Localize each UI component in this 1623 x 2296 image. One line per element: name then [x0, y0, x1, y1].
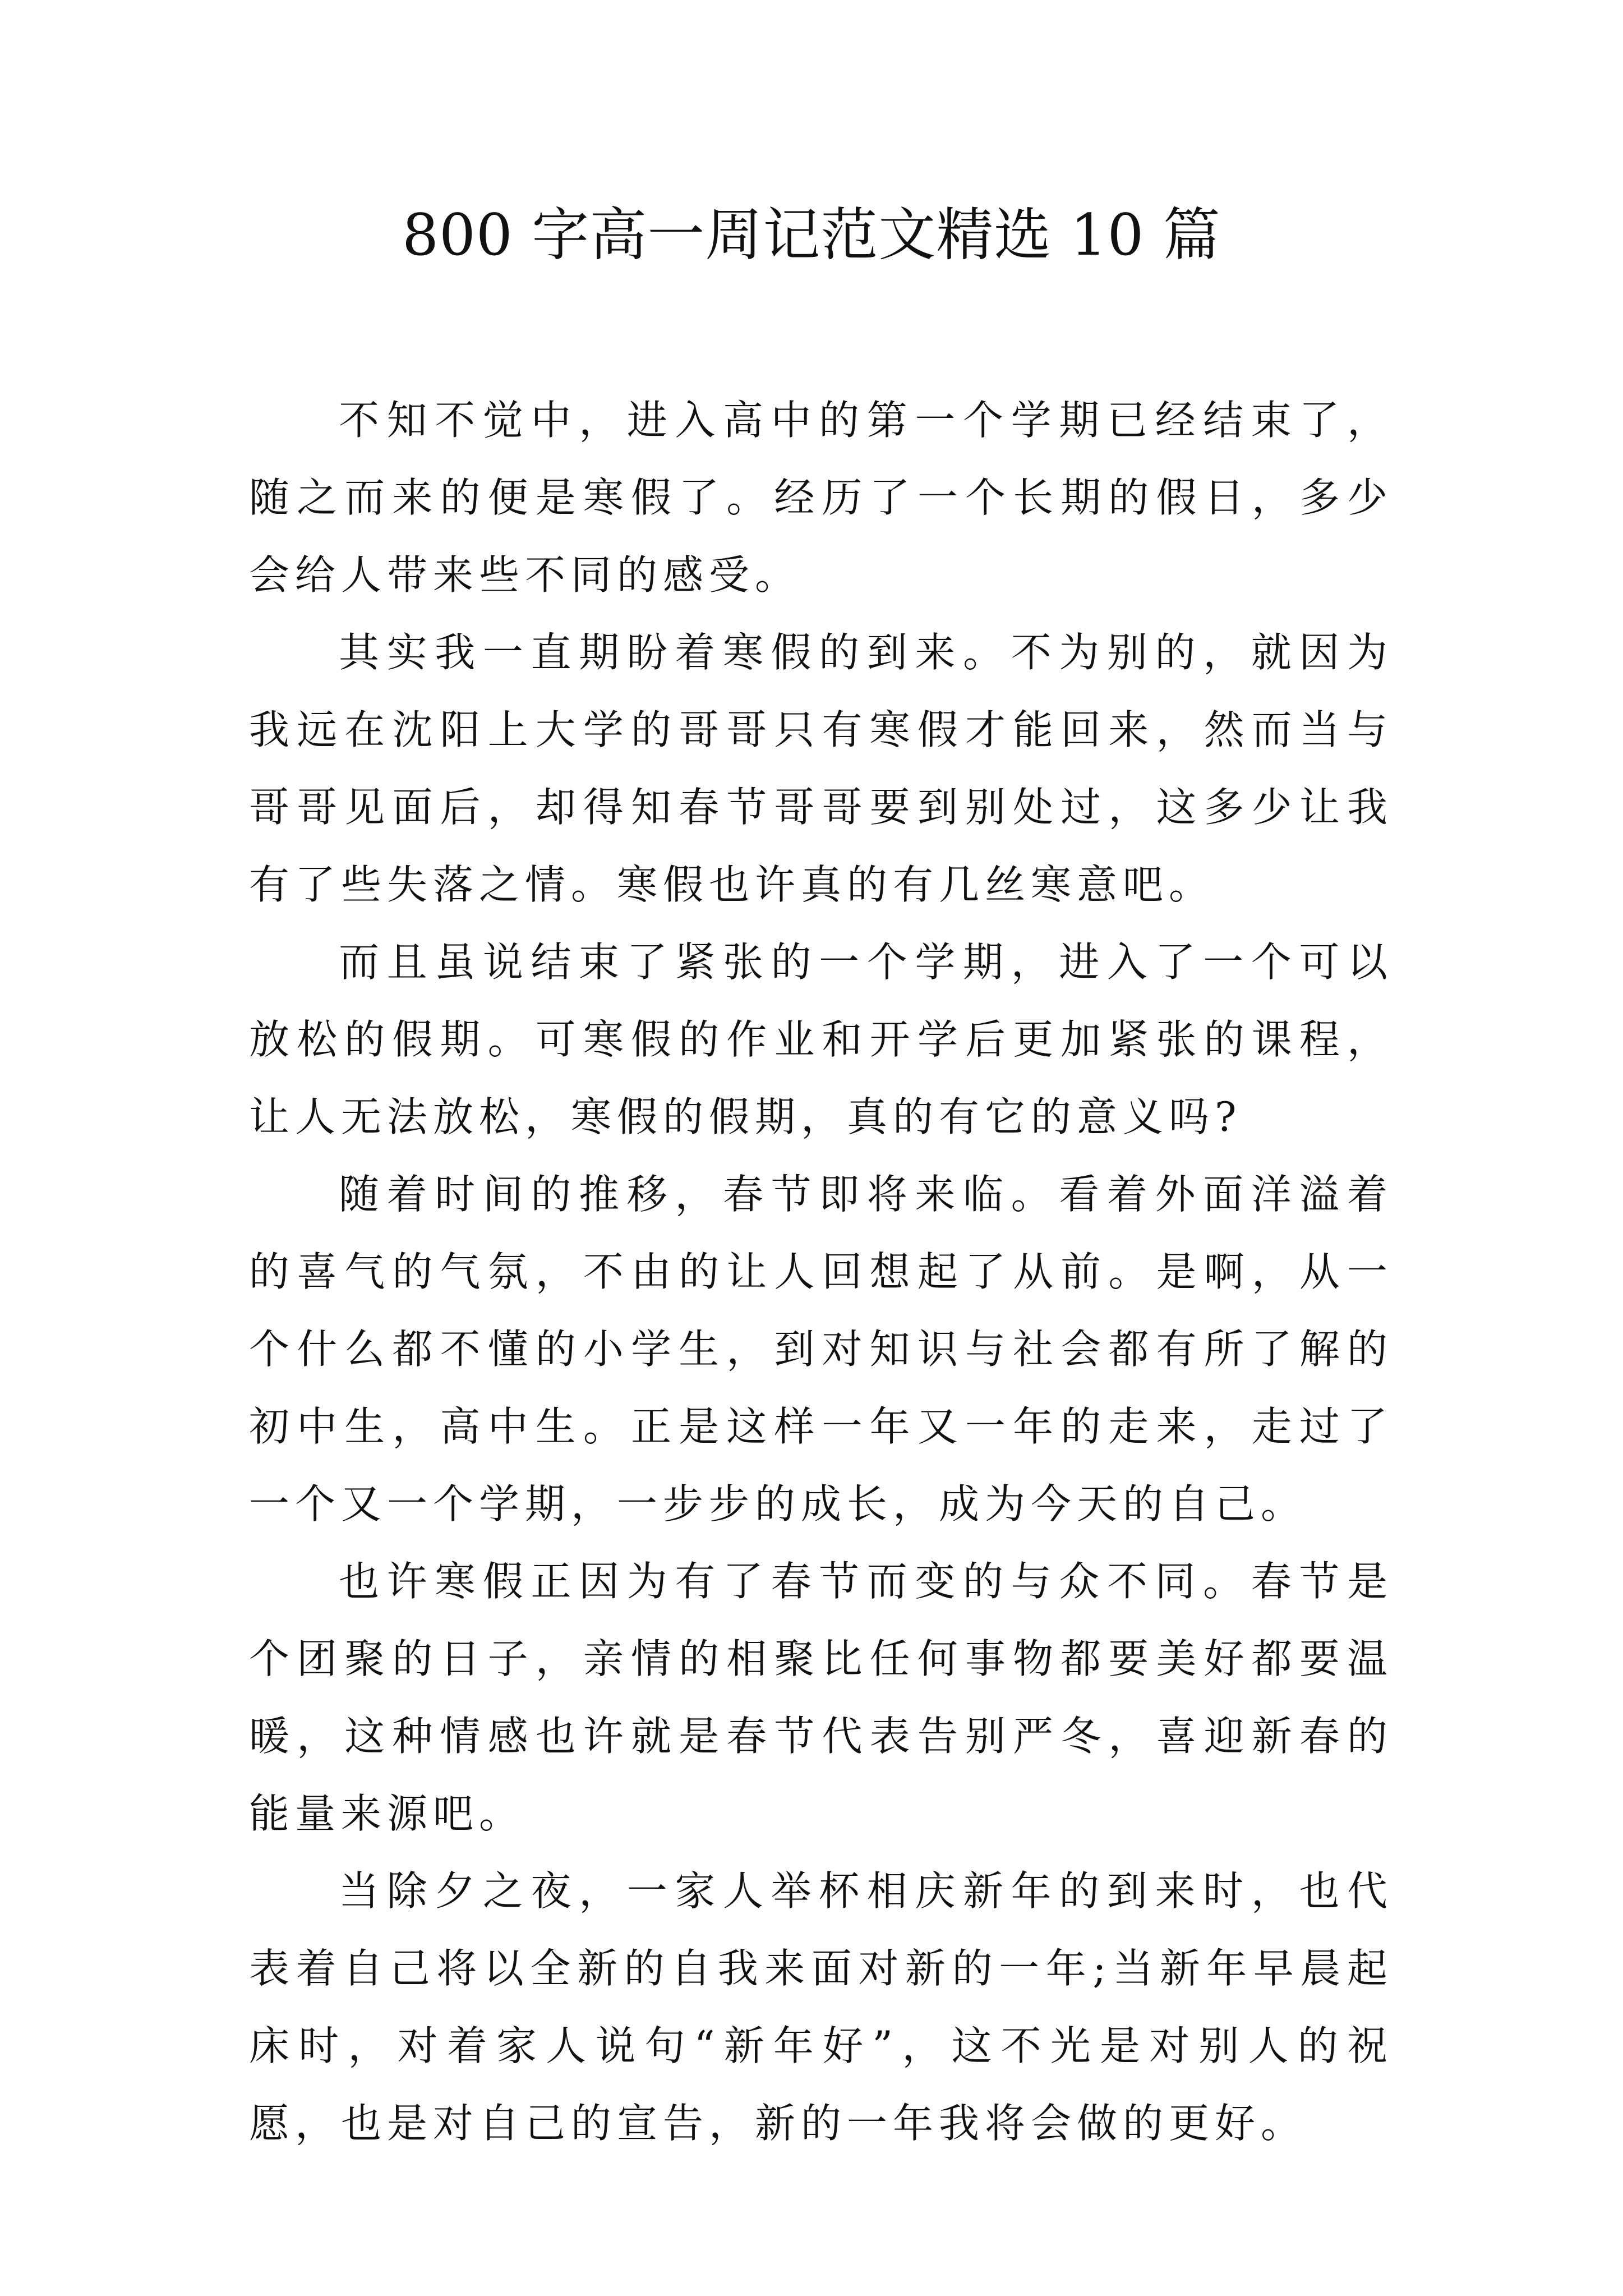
paragraph: 不知不觉中，进入高中的第一个学期已经结束了，随之而来的便是寒假了。经历了一个长期的假日，多少会给人带来些不同的感受。	[249, 397, 1393, 599]
document-title: 800 字高一周记范文精选 10 篇	[402, 202, 1221, 269]
paragraph: 也许寒假正因为有了春节而变的与众不同。春节是个团聚的日子，亲情的相聚比任何事物都要美好都要温暖，这种情感也许就是春节代表告别严冬，喜迎新春的能量来源吧。	[249, 1558, 1393, 1837]
document-body	[249, 381, 1393, 2162]
paragraph: 而且虽说结束了紧张的一个学期，进入了一个可以放松的假期。可寒假的作业和开学后更加紧张的课程，让人无法放松，寒假的假期，真的有它的意义吗?	[249, 938, 1393, 1140]
paragraph: 其实我一直期盼着寒假的到来。不为别的，就因为我远在沈阳上大学的哥哥只有寒假才能回来，然而当与哥哥见面后，却得知春节哥哥要到别处过，这多少让我有了些失落之情。寒假也许真的有几丝寒意吧。	[249, 629, 1393, 908]
paragraph: 随着时间的推移，春节即将来临。看着外面洋溢着的喜气的气氛，不由的让人回想起了从前。是啊，从一个什么都不懂的小学生，到对知识与社会都有所了解的初中生，高中生。正是这样一年又一年的走来，走过了一个又一个学期，一步步的成长，成为今天的自己。	[249, 1171, 1393, 1527]
paragraph: 当除夕之夜，一家人举杯相庆新年的到来时，也代表着自己将以全新的自我来面对新的一年;当新年早晨起床时，对着家人说句“新年好”，这不光是对别人的祝愿，也是对自己的宣告，新的一年我将会做的更好。	[249, 1867, 1393, 2147]
